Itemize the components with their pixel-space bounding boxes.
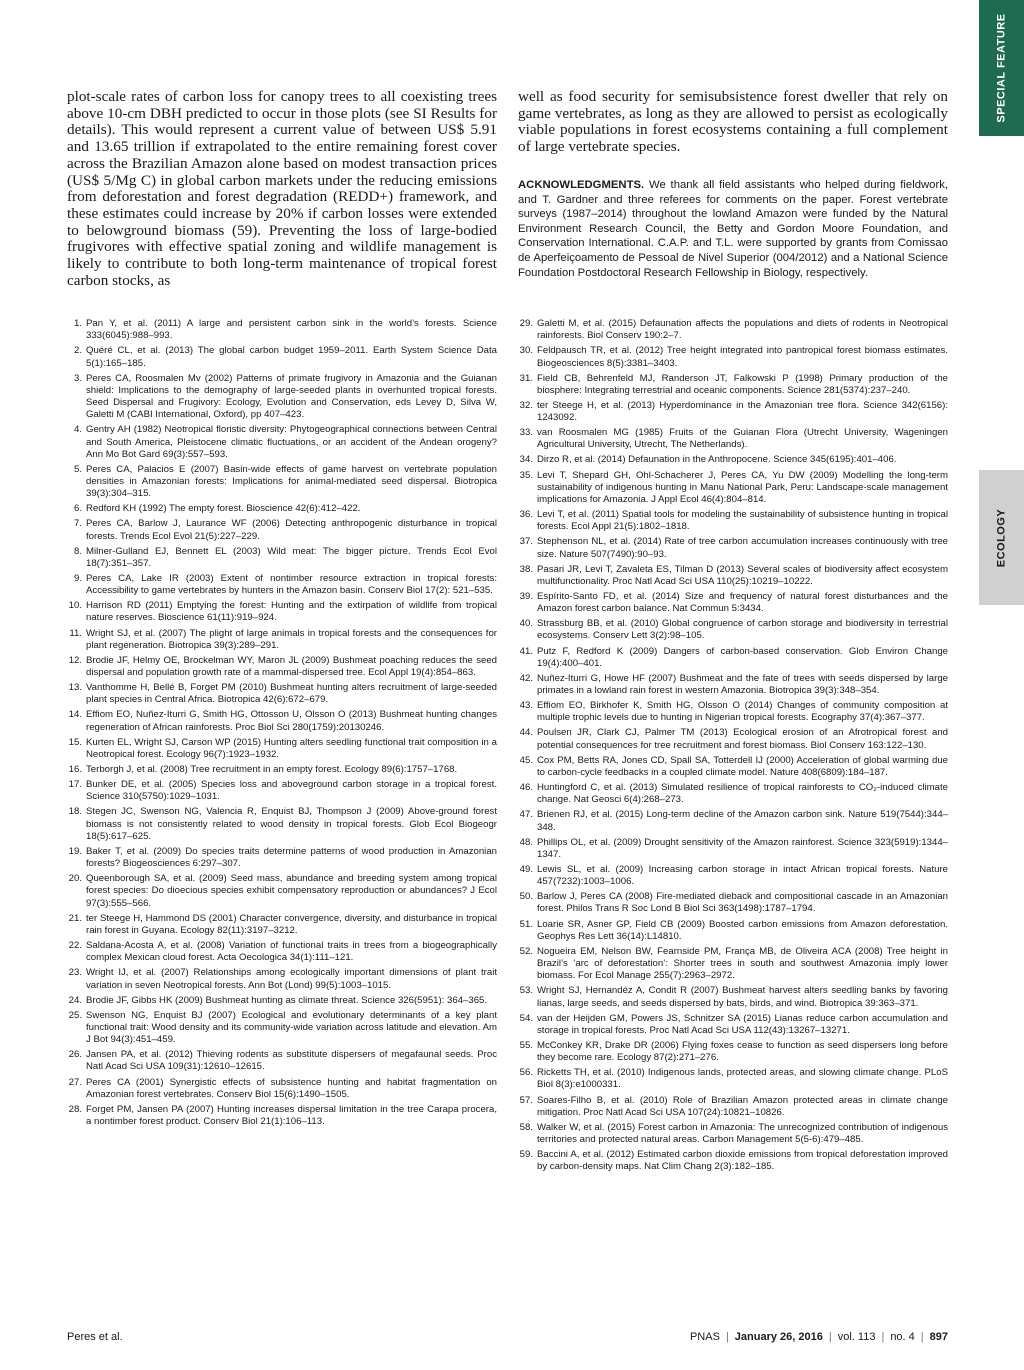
reference-item [67,1104,497,1128]
reference-item [67,967,497,991]
reference-item [518,1122,948,1146]
reference-item [67,1077,497,1101]
reference-item [518,809,948,833]
reference-number: 48. [519,836,533,848]
acknowledgments-heading: ACKNOWLEDGMENTS. [518,179,645,191]
reference-number: 29. [519,318,533,329]
footer-citation [690,1331,948,1343]
reference-text: ter Steege H, et al. (2013) Hyperdominance in the Amazonian tree flora. Science 342(6156): 1243092. [537,399,948,424]
reference-number: 15. [68,736,82,748]
reference-number: 38. [519,563,533,575]
reference-text: Pasari JR, Levi T, Zavaleta ES, Tilman D (2013) Several scales of biodiversity affect ecosystem multifunctionality. Proc Natl Acad Sci USA 110(25):10219–10222. [537,563,948,587]
reference-text: McConkey KR, Drake DR (2006) Flying foxes cease to function as seed dispersers long before they become rare. Ecology 87(2):271–276. [537,1039,948,1064]
footer-separator: | [920,1331,924,1343]
reference-text: Peres CA, Lake IR (2003) Extent of nontimber resource extraction in tropical forests: Accessibility to game vertebrates by hunters in the Amazon basin. Conserv Biol 17(2): 521–535. [86,572,497,597]
reference-text: Effiom EO, Birkhofer K, Smith HG, Olsson O (2014) Changes of community composition at multiple trophic levels due to hunting in Nigerian tropical forests. Ecography 37(4):367–377. [537,700,948,724]
reference-text: ter Steege H, Hammond DS (2001) Character convergence, diversity, and disturbance in tropical rain forest in Guyana. Ecology 82(11):3197–3212. [86,912,497,936]
reference-item [518,345,948,369]
reference-item [518,673,948,697]
reference-number: 22. [68,940,82,952]
reference-text: Swenson NG, Enquist BJ (2007) Ecological and evolutionary determinants of a key plant functional trait: Wood density and its community-wide variation across latitude and elevation. Am J Bot 94(3):451–459. [86,1009,497,1046]
reference-text: Cox PM, Betts RA, Jones CD, Spall SA, Totterdell IJ (2000) Acceleration of global warming due to carbon-cycle feedbacks in a coupled climate model. Nature 408(6809):184–187. [537,754,948,778]
reference-number: 44. [519,727,533,739]
reference-text: Wright SJ, et al. (2007) The plight of large animals in tropical forests and the consequences for plant regeneration. Biotropica 39(3):289–291. [86,627,497,651]
reference-number: 56. [519,1067,533,1079]
reference-item [518,1067,948,1091]
reference-number: 39. [519,590,533,602]
reference-text: Forget PM, Jansen PA (2007) Hunting increases dispersal limitation in the tree Carapa procera, a nontimber forest product. Conserv Biol 21(1):106–113. [86,1103,497,1128]
reference-text: van Roosmalen MG (1985) Fruits of the Guianan Flora (Utrecht University, Wageningen Agricultural University, Utrecht, The Netherlands). [537,427,948,451]
body-text-right: well as food security for semisubsistence forest dweller that rely on game vertebrates, as long as they are allowed to persist as ecologically viable populations in forest ecosystems containing a full complement of large vertebrate species. [518,88,948,156]
footer-separator: | [881,1331,885,1343]
reference-text: Baker T, et al. (2009) Do species traits determine patterns of wood production in Amazonian forests? Biogeosciences 6:297–307. [86,845,497,870]
reference-item [67,913,497,937]
reference-item [67,573,497,597]
ecology-label: ECOLOGY [995,508,1008,567]
reference-text: Wright SJ, Hernandéz A, Condit R (2007) Bushmeat harvest alters seedling banks by favoring lianas, large seeds, and seeds dispersed by bats, birds, and wind. Biotropica 39:363–371. [537,985,948,1009]
reference-text: Stegen JC, Swenson NG, Valencia R, Enquist BJ, Thompson J (2009) Above-ground forest biomass is not consistently related to wood density in tropical forests. Glob Ecol Biogeogr 18(5):617–625. [86,806,497,842]
reference-number: 2. [73,345,82,357]
reference-number: 30. [519,345,533,357]
reference-item [67,655,497,679]
reference-item [518,618,948,642]
reference-text: Brodie JF, Gibbs HK (2009) Bushmeat hunting as climate threat. Science 326(5951): 364–365. [86,994,488,1006]
reference-text: Pan Y, et al. (2011) A large and persistent carbon sink in the world’s forests. Science 333(6045):988–993. [86,318,497,342]
reference-item [67,518,497,542]
reference-number: 40. [519,618,533,630]
reference-text: Brienen RJ, et al. (2015) Long-term decline of the Amazon carbon sink. Nature 519(7544):344–348. [537,809,948,833]
reference-number: 49. [519,863,533,875]
reference-text: Bunker DE, et al. (2005) Species loss and aboveground carbon storage in a tropical forest. Science 310(5750):1029–1031. [86,779,497,803]
reference-number: 54. [519,1012,533,1024]
reference-number: 31. [519,372,533,384]
reference-text: Redford KH (1992) The empty forest. Bioscience 42(6):412–422. [86,503,361,515]
reference-item [518,755,948,779]
reference-number: 3. [73,372,82,384]
reference-item [518,373,948,397]
reference-text: Terborgh J, et al. (2008) Tree recruitment in an empty forest. Ecology 89(6):1757–1768. [86,764,458,776]
reference-text: Strassburg BB, et al. (2010) Global congruence of carbon storage and biodiversity in terrestrial ecosystems. Conserv Lett 3(2):98–105. [537,618,948,642]
acknowledgments [518,178,948,280]
reference-number: 16. [68,764,82,776]
reference-number: 50. [519,891,533,903]
reference-number: 12. [68,654,82,666]
reference-item [518,864,948,888]
reference-item [518,318,948,342]
reference-item [67,779,497,803]
reference-item [67,737,497,761]
acknowledgments-text: We thank all field assistants who helped during fieldwork, and T. Gardner and three referees for comments on the paper. Forest vertebrate surveys (1987–2014) throughout the lowland Amazon were funded by the Natural Environment Research Council, the Betty and Gordon Moore Foundation, and Conservation International. C.A.P. and T.L. were supported by grants from Comissao de Aperfeiçoamento de Pessoal de Nivel Superior (004/2012) and a National Science Foundation Postdoctoral Research Fellowship in Biology, respectively. [518,179,948,279]
reference-item [67,995,497,1007]
reference-number: 14. [68,709,82,721]
reference-number: 57. [519,1094,533,1106]
reference-number: 21. [68,912,82,924]
reference-number: 32. [519,399,533,411]
reference-item [67,1010,497,1047]
reference-number: 58. [519,1121,533,1133]
reference-item [67,318,497,342]
reference-number: 59. [519,1149,533,1161]
reference-text: Quéré CL, et al. (2013) The global carbon budget 1959–2011. Earth System Science Data 5(1):165–185. [86,345,497,369]
reference-text: Jansen PA, et al. (2012) Thieving rodents as substitute dispersers of megafaunal seeds. Proc Natl Acad Sci USA 109(31):12610–12615. [86,1049,497,1073]
reference-number: 52. [519,945,533,957]
reference-number: 46. [519,782,533,794]
reference-number: 37. [519,536,533,548]
footer-author: Peres et al. [67,1331,123,1343]
reference-item [518,1149,948,1173]
reference-text: Ricketts TH, et al. (2010) Indigenous lands, protected areas, and slowing climate change. PLoS Biol 8(3):e1000331. [537,1067,948,1091]
reference-number: 43. [519,700,533,712]
reference-item [67,546,497,570]
reference-number: 27. [68,1076,82,1088]
reference-text: Loarie SR, Asner GP, Field CB (2009) Boosted carbon emissions from Amazon deforestation. Geophys Res Lett 36(14):L14810. [537,918,948,942]
reference-item [67,764,497,776]
reference-item [67,464,497,501]
reference-number: 51. [519,918,533,930]
reference-text: Kurten EL, Wright SJ, Carson WP (2015) Hunting alters seedling functional trait composition in a Neotropical forest. Ecology 96(7):1923–1932. [86,736,497,760]
reference-item [67,345,497,369]
reference-item [518,646,948,670]
reference-item [518,470,948,507]
reference-number: 25. [68,1009,82,1021]
reference-item [67,1049,497,1073]
reference-item [518,509,948,533]
reference-item [67,373,497,422]
reference-number: 47. [519,809,533,821]
reference-item [518,454,948,466]
reference-number: 34. [519,454,533,466]
reference-text: Peres CA, Roosmalen Mv (2002) Patterns of primate frugivory in Amazonia and the Guianan shield: Implications to the demography of large-seeded plants in overhunted tropical forests. Seed Dispersal and Frugivory: Ecology, Evolution and Conservation, eds Levey D, Silva W, Galetti M (CABI International, Oxford), pp 407–423. [86,372,497,421]
reference-item [67,709,497,733]
reference-number: 33. [519,427,533,439]
reference-text: Lewis SL, et al. (2009) Increasing carbon storage in intact African tropical forests. Nature 457(7232):1003–1006. [537,863,948,888]
reference-number: 10. [68,600,82,612]
reference-text: Espírito-Santo FD, et al. (2014) Size and frequency of natural forest disturbances and the Amazon forest carbon balance. Nat Commun 5:3434. [537,590,948,615]
reference-item [518,1040,948,1064]
ecology-tab [979,470,1024,605]
reference-item [518,1095,948,1119]
reference-item [67,682,497,706]
reference-text: Vanthomme H, Bellé B, Forget PM (2010) Bushmeat hunting alters recruitment of large-seeded plant species in Central Africa. Biotropica 42(6):672–679. [86,682,497,706]
reference-text: Peres CA, Barlow J, Laurance WF (2006) Detecting anthropogenic disturbance in tropical forests. Trends Ecol Evol 21(5):227–229. [86,518,497,542]
reference-number: 13. [68,682,82,694]
body-text-left: plot-scale rates of carbon loss for canopy trees to all coexisting trees above 10-cm DBH predicted to occur in those plots (see SI Results for details). This would represent a current value of between US$ 5.91 and 13.65 trillion if extrapolated to the entire remaining forest cover across the Brazilian Amazon alone based on modest transaction prices (US$ 5/Mg C) in global carbon markets under the reducing emissions from deforestation and forest degradation (REDD+) framework, and these estimates could increase by 20% if carbon losses were extended to belowground biomass (59). Preventing the loss of large-bodied frugivores with effective spatial zoning and wildlife management is likely to contribute to both long-term maintenance of tropical forest carbon stocks, as [67,88,497,289]
reference-text: Putz F, Redford K (2009) Dangers of carbon-based conservation. Glob Environ Change 19(4):400–401. [537,645,948,669]
reference-text: Nogueira EM, Nelson BW, Fearnside PM, França MB, de Oliveira ACA (2008) Tree height in Brazil’s ‘arc of deforestation’: Shorter trees in south and southwest Amazonia imply lower biomass. For Ecol Manage 255(7):2963–2972. [537,945,948,982]
reference-number: 53. [519,985,533,997]
reference-item [518,400,948,424]
reference-text: Dirzo R, et al. (2014) Defaunation in the Anthropocene. Science 345(6195):401–406. [537,454,897,466]
reference-number: 1. [73,318,82,329]
reference-number: 20. [68,873,82,885]
special-feature-label: SPECIAL FEATURE [995,13,1008,123]
reference-item [67,600,497,624]
reference-text: Soares-Filho B, et al. (2010) Role of Brazilian Amazon protected areas in climate change mitigation. Proc Natl Acad Sci USA 107(24):10821–10826. [537,1094,948,1118]
footer-journal: PNAS [689,1331,720,1343]
reference-item [518,700,948,724]
reference-item [67,846,497,870]
reference-number: 7. [73,518,82,530]
reference-list-right [518,318,948,1176]
reference-item [67,503,497,515]
reference-text: Milner-Gulland EJ, Bennett EL (2003) Wild meat: The bigger picture. Trends Ecol Evol 18(7):351–357. [86,545,497,569]
reference-item [67,628,497,652]
footer-separator: | [725,1331,729,1343]
reference-item [518,427,948,451]
reference-item [518,837,948,861]
reference-number: 36. [519,509,533,521]
reference-text: Levi T, Shepard GH, Ohl-Schacherer J, Peres CA, Yu DW (2009) Modelling the long-term sustainability of indigenous hunting in Manu National Park, Peru: Landscape-scale management implications for Amazonia. J Appl Ecol 46(4):804–814. [537,469,948,505]
footer-date: January 26, 2016 [734,1331,823,1343]
reference-text: Nuñez-Iturri G, Howe HF (2007) Bushmeat and the fate of trees with seeds dispersed by large primates in a lowland rain forest in western Amazonia. Biotropica 39(3):348–354. [537,672,948,697]
reference-text: Queenborough SA, et al. (2009) Seed mass, abundance and breeding system among tropical forest species: Do dioecious species exhibit compensatory reproduction or abundances? J Ecol 97(3):555–566. [86,873,497,909]
reference-text: Walker W, et al. (2015) Forest carbon in Amazonia: The unrecognized contribution of indigenous territories and protected natural areas. Carbon Management 5(5-6):479–485. [537,1121,948,1146]
reference-text: Galetti M, et al. (2015) Defaunation affects the populations and diets of rodents in Neotropical rainforests. Biol Conserv 190:2–7. [537,318,948,342]
reference-text: Levi T, et al. (2011) Spatial tools for modeling the sustainability of subsistence hunting in tropical forests. Ecol Appl 21(5):1802–1818. [537,509,948,533]
reference-number: 19. [68,845,82,857]
footer-page-number: 897 [929,1331,948,1343]
reference-number: 5. [73,463,82,475]
reference-number: 11. [69,627,82,639]
reference-item [518,1013,948,1037]
reference-text: Wright IJ, et al. (2007) Relationships among ecologically important dimensions of plant trait variation in seven Neotropical forests. Ann Bot (Lond) 99(5):1003–1015. [86,967,497,991]
reference-item [518,782,948,806]
reference-number: 55. [519,1039,533,1051]
reference-number: 6. [73,503,82,515]
reference-text: Huntingford C, et al. (2013) Simulated resilience of tropical rainforests to CO₂-induced climate change. Nat Geosci 6(4):268–273. [537,782,948,806]
reference-number: 42. [519,672,533,684]
reference-number: 23. [68,967,82,979]
reference-text: van der Heijden GM, Powers JS, Schnitzer SA (2015) Lianas reduce carbon accumulation and storage in tropical forests. Proc Natl Acad Sci USA 112(43):13267–13271. [537,1012,948,1036]
reference-text: Field CB, Behrenfeld MJ, Randerson JT, Falkowski P (1998) Primary production of the biosphere: Integrating terrestrial and oceanic components. Science 281(5374):237–240. [537,372,948,396]
reference-text: Poulsen JR, Clark CJ, Palmer TM (2013) Ecological erosion of an Afrotropical forest and potential consequences for tree recruitment and forest biomass. Biol Conserv 163:122–130. [537,727,948,751]
reference-number: 9. [73,572,82,584]
reference-number: 17. [68,779,82,791]
reference-item [518,536,948,560]
reference-text: Peres CA (2001) Synergistic effects of subsistence hunting and habitat fragmentation on Amazonian forest vertebrates. Conserv Biol 15(6):1490–1505. [86,1076,497,1100]
reference-text: Peres CA, Palacios E (2007) Basin-wide effects of game harvest on vertebrate population densities in Amazonian forests: Implications for animal-mediated seed dispersal. Biotropica 39(3):304–315. [86,463,497,500]
reference-number: 8. [73,545,82,557]
reference-text: Stephenson NL, et al. (2014) Rate of tree carbon accumulation increases continuously with tree size. Nature 507(7490):90–93. [537,536,948,560]
reference-text: Harrison RD (2011) Emptying the forest: Hunting and the extirpation of wildlife from tropical nature reserves. Bioscience 61(11):919–924. [86,600,497,624]
special-feature-tab [979,0,1024,136]
reference-text: Feldpausch TR, et al. (2012) Tree height integrated into pantropical forest biomass estimates. Biogeosciences 8(5):3381–3403. [537,345,948,369]
reference-item [67,873,497,910]
reference-number: 4. [73,424,82,436]
reference-number: 18. [68,806,82,818]
reference-item [67,806,497,843]
reference-item [518,919,948,943]
reference-list-left [67,318,497,1131]
reference-item [518,591,948,615]
footer-issue: no. 4 [890,1331,915,1343]
reference-text: Phillips OL, et al. (2009) Drought sensitivity of the Amazon rainforest. Science 323(5919):1344–1347. [537,836,948,860]
reference-text: Gentry AH (1982) Neotropical floristic diversity: Phytogeographical connections between Central and South America, Pleistocene climatic fluctuations, or an accident of the Andean orogeny? Ann Mo Bot Gard 69(3):557–593. [86,424,497,460]
reference-text: Brodie JF, Helmy OE, Brockelman WY, Maron JL (2009) Bushmeat poaching reduces the seed dispersal and population growth rate of a mammal-dispersed tree. Ecol Appl 19(4):854–863. [86,654,497,679]
reference-text: Baccini A, et al. (2012) Estimated carbon dioxide emissions from tropical deforestation improved by carbon-density maps. Nat Clim Chang 2(3):182–185. [537,1149,948,1173]
reference-item [518,727,948,751]
reference-number: 28. [68,1103,82,1115]
reference-item [518,564,948,588]
reference-number: 45. [519,754,533,766]
reference-number: 35. [519,469,533,481]
reference-item [518,985,948,1009]
reference-item [67,940,497,964]
reference-item [518,891,948,915]
reference-number: 24. [68,994,82,1006]
reference-text: Effiom EO, Nuñez-Iturri G, Smith HG, Ottosson U, Olsson O (2013) Bushmeat hunting changes regeneration of African rainforests. Proc Biol Sci 280(1759):20130246. [86,709,497,733]
reference-item [67,424,497,461]
footer-volume: vol. 113 [837,1331,876,1343]
footer-separator: | [828,1331,832,1343]
reference-number: 41. [519,645,533,657]
reference-number: 26. [68,1049,82,1061]
reference-item [518,946,948,983]
reference-text: Saldana-Acosta A, et al. (2008) Variation of functional traits in trees from a biogeographically complex Mexican cloud forest. Acta Oecologica 34(1):111–121. [86,940,497,964]
reference-text: Barlow J, Peres CA (2008) Fire-mediated dieback and compositional cascade in an Amazonian forest. Philos Trans R Soc Lond B Biol Sci 363(1498):1787–1794. [537,891,948,915]
